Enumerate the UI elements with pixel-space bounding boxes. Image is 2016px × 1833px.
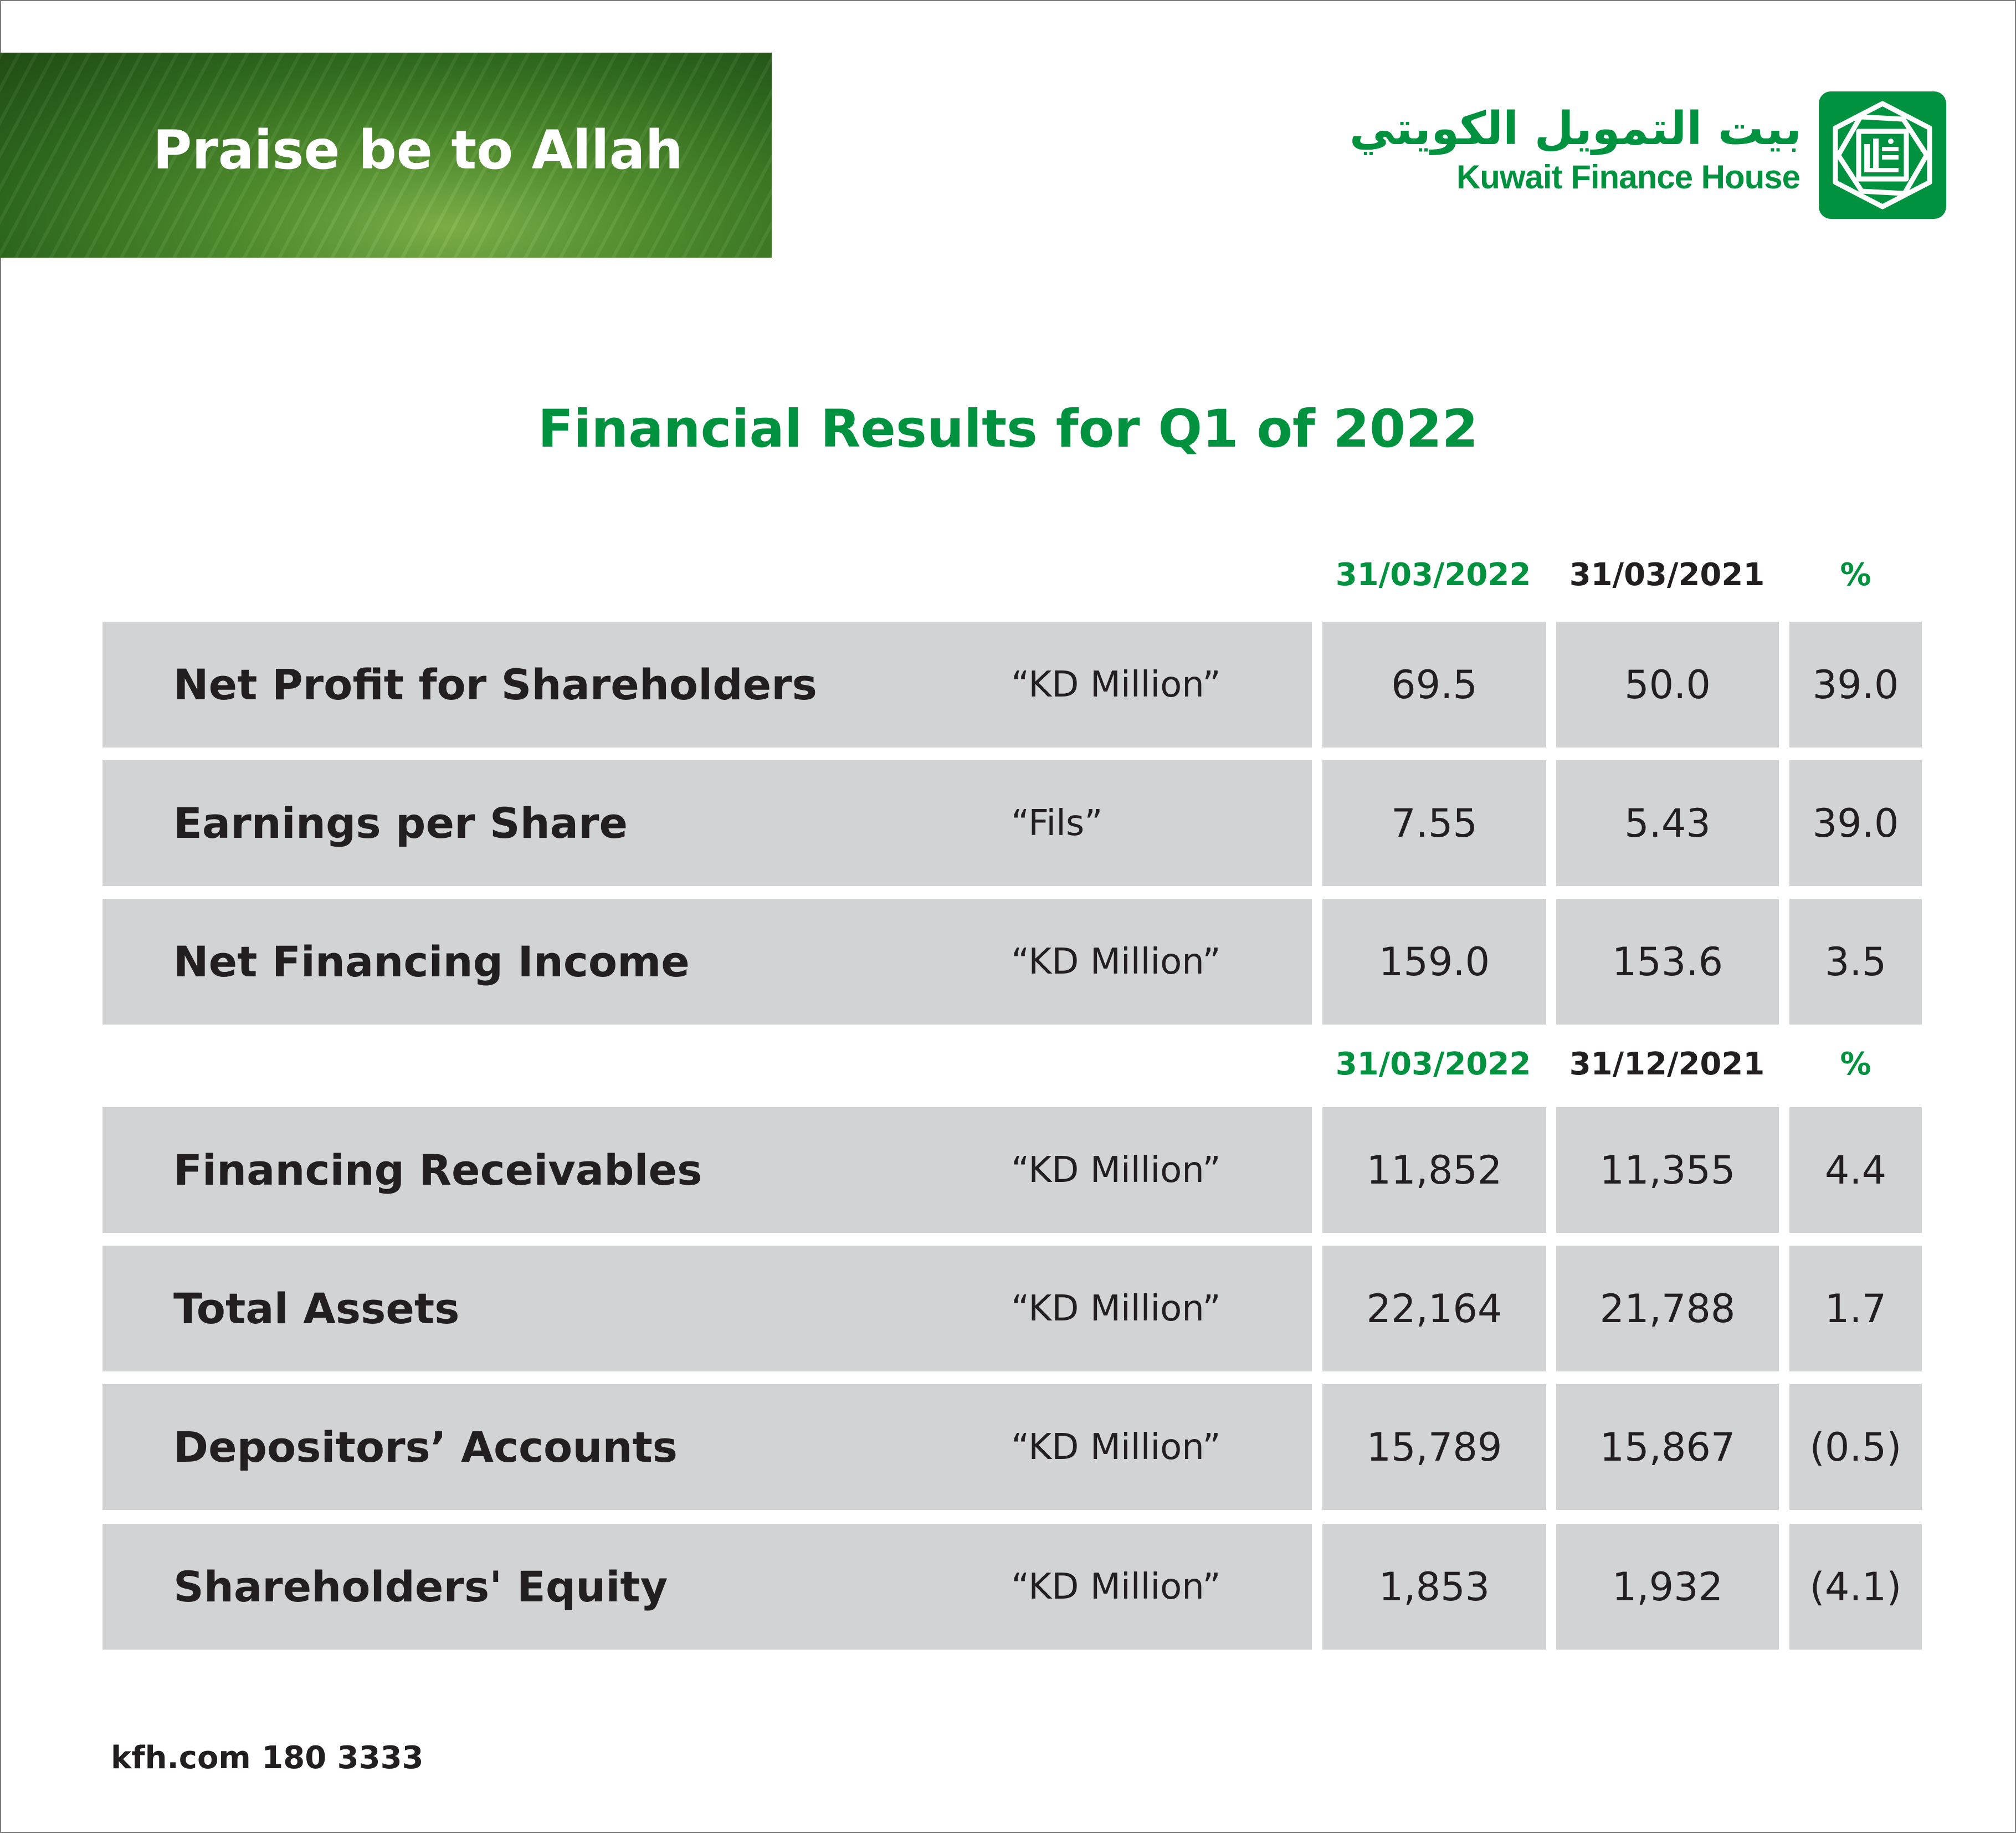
- row-unit: “KD Million”: [1011, 664, 1221, 705]
- row-label-cell: [102, 760, 1312, 886]
- row-label: Net Profit for Shareholders: [173, 660, 817, 709]
- row-label-cell: [102, 1107, 1312, 1233]
- percent-cell: [1789, 1524, 1922, 1650]
- current-value-cell: [1322, 1384, 1546, 1510]
- row-label: Depositors’ Accounts: [173, 1422, 678, 1472]
- prior-value-cell: [1556, 760, 1779, 886]
- row-unit: “KD Million”: [1011, 941, 1221, 982]
- row-unit: “KD Million”: [1011, 1566, 1221, 1607]
- row-label: Net Financing Income: [173, 937, 690, 986]
- current-value-cell: [1322, 1524, 1546, 1650]
- percent-value: (0.5): [1809, 1424, 1902, 1470]
- header-current-date-2: 31/03/2022: [1335, 1046, 1531, 1082]
- row-label-cell: [102, 1384, 1312, 1510]
- current-value: 15,789: [1366, 1424, 1502, 1470]
- percent-value: 39.0: [1812, 800, 1899, 846]
- header-prior-date-2: 31/12/2021: [1569, 1046, 1765, 1082]
- prior-value-cell: [1556, 1107, 1779, 1233]
- footer-contact: kfh.com 180 3333: [111, 1740, 424, 1776]
- current-value-cell: [1322, 1246, 1546, 1371]
- prior-value: 153.6: [1612, 939, 1723, 985]
- page-title: Financial Results for Q1 of 2022: [537, 399, 1479, 459]
- table-row: [102, 1384, 1922, 1510]
- row-label-cell: [102, 622, 1312, 747]
- row-label: Total Assets: [173, 1284, 460, 1333]
- row-label: Shareholders' Equity: [173, 1562, 668, 1611]
- percent-cell: [1789, 899, 1922, 1025]
- percent-cell: [1789, 760, 1922, 886]
- current-value: 69.5: [1391, 662, 1478, 708]
- prior-value-cell: [1556, 1524, 1779, 1650]
- prior-value-cell: [1556, 899, 1779, 1025]
- table-row: [102, 1107, 1922, 1233]
- banner-text: Praise be to Allah: [153, 119, 683, 181]
- logo-english-text: Kuwait Finance House: [1456, 158, 1800, 196]
- percent-value: (4.1): [1809, 1564, 1902, 1610]
- kfh-emblem-icon: [1819, 91, 1946, 219]
- header-prior-date-1: 31/03/2021: [1569, 557, 1765, 593]
- current-value: 22,164: [1366, 1286, 1502, 1332]
- percent-value: 3.5: [1824, 939, 1887, 985]
- table-row: [102, 899, 1922, 1025]
- table-row: [102, 760, 1922, 886]
- prior-value-cell: [1556, 1384, 1779, 1510]
- row-unit: “KD Million”: [1011, 1426, 1221, 1468]
- row-unit: “KD Million”: [1011, 1149, 1221, 1191]
- current-value-cell: [1322, 1107, 1546, 1233]
- current-value: 7.55: [1391, 800, 1478, 846]
- percent-value: 1.7: [1824, 1286, 1887, 1332]
- row-label-cell: [102, 899, 1312, 1025]
- prior-value: 15,867: [1599, 1424, 1736, 1470]
- table-row: [102, 1246, 1922, 1371]
- current-value: 159.0: [1378, 939, 1490, 985]
- row-label-cell: [102, 1524, 1312, 1650]
- table-row: [102, 1524, 1922, 1650]
- table-row: [102, 622, 1922, 747]
- prior-value: 5.43: [1624, 800, 1711, 846]
- row-label: Financing Receivables: [173, 1145, 702, 1195]
- row-label: Earnings per Share: [173, 798, 628, 848]
- header-percent-1: %: [1840, 557, 1871, 593]
- header-current-date-1: 31/03/2022: [1335, 557, 1531, 593]
- percent-cell: [1789, 1107, 1922, 1233]
- row-label-cell: [102, 1246, 1312, 1371]
- current-value: 1,853: [1378, 1564, 1490, 1610]
- current-value: 11,852: [1366, 1147, 1502, 1193]
- row-unit: “Fils”: [1011, 802, 1103, 844]
- prior-value-cell: [1556, 1246, 1779, 1371]
- logo-arabic-text: بيت التمويل الكويتي: [1349, 103, 1802, 155]
- prior-value: 21,788: [1599, 1286, 1736, 1332]
- percent-value: 39.0: [1812, 662, 1899, 708]
- header-percent-2: %: [1840, 1046, 1871, 1082]
- percent-cell: [1789, 1246, 1922, 1371]
- current-value-cell: [1322, 899, 1546, 1025]
- prior-value: 11,355: [1599, 1147, 1736, 1193]
- current-value-cell: [1322, 622, 1546, 747]
- prior-value: 1,932: [1612, 1564, 1723, 1610]
- prior-value-cell: [1556, 622, 1779, 747]
- percent-cell: [1789, 1384, 1922, 1510]
- current-value-cell: [1322, 760, 1546, 886]
- prior-value: 50.0: [1624, 662, 1711, 708]
- percent-cell: [1789, 622, 1922, 747]
- row-unit: “KD Million”: [1011, 1288, 1221, 1329]
- header-banner: [0, 53, 772, 258]
- percent-value: 4.4: [1824, 1147, 1887, 1193]
